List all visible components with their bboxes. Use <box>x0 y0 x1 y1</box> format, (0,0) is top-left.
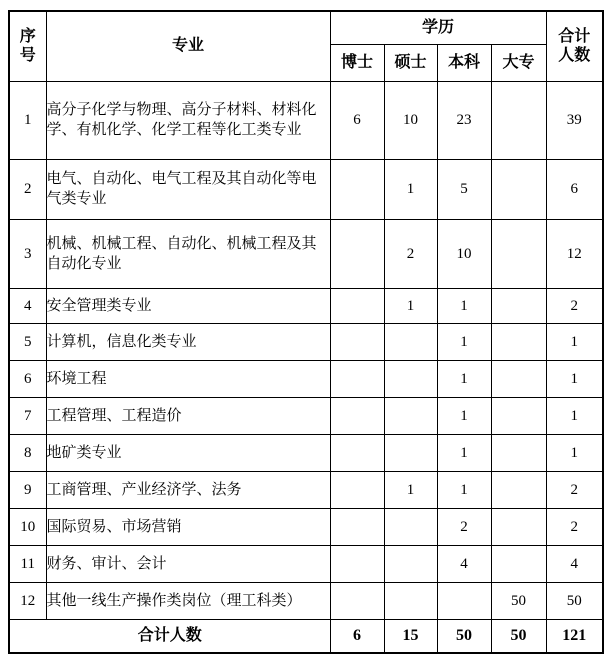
col-header-phd: 博士 <box>330 44 384 81</box>
footer-master-total: 15 <box>384 619 437 653</box>
cell-phd <box>330 434 384 471</box>
cell-college <box>491 360 546 397</box>
table-row <box>9 159 603 219</box>
table-body <box>9 81 603 619</box>
cell-major: 环境工程 <box>46 360 330 397</box>
footer-grand-total: 121 <box>546 619 603 653</box>
cell-college <box>491 471 546 508</box>
cell-phd <box>330 219 384 288</box>
cell-bachelor: 1 <box>437 360 491 397</box>
col-header-college: 大专 <box>491 44 546 81</box>
cell-total: 1 <box>546 360 603 397</box>
cell-college <box>491 219 546 288</box>
cell-master: 10 <box>384 81 437 159</box>
cell-serial: 1 <box>9 81 46 159</box>
table-row <box>9 508 603 545</box>
recruitment-table <box>8 10 604 654</box>
col-header-serial <box>9 11 46 81</box>
footer-row <box>9 619 603 653</box>
cell-total: 2 <box>546 471 603 508</box>
cell-bachelor: 1 <box>437 471 491 508</box>
table-row <box>9 434 603 471</box>
cell-master <box>384 508 437 545</box>
cell-total: 12 <box>546 219 603 288</box>
footer-phd-total: 6 <box>330 619 384 653</box>
table-header <box>9 11 603 81</box>
cell-major: 计算机，信息化类专业 <box>46 323 330 360</box>
cell-bachelor: 4 <box>437 545 491 582</box>
cell-phd <box>330 545 384 582</box>
col-header-total-line1: 合计 <box>558 28 591 46</box>
cell-major: 安全管理类专业 <box>46 288 330 323</box>
cell-phd <box>330 360 384 397</box>
header-row-top <box>9 11 603 44</box>
cell-total: 1 <box>546 323 603 360</box>
cell-serial: 12 <box>9 582 46 619</box>
cell-serial: 11 <box>9 545 46 582</box>
cell-serial: 5 <box>9 323 46 360</box>
footer-label: 合计人数 <box>9 619 330 653</box>
table-row <box>9 288 603 323</box>
table-row <box>9 360 603 397</box>
cell-phd <box>330 582 384 619</box>
cell-major: 其他一线生产操作类岗位（理工科类） <box>46 582 330 619</box>
cell-phd <box>330 323 384 360</box>
table-row <box>9 545 603 582</box>
cell-master: 2 <box>384 219 437 288</box>
col-header-serial-line1: 序 <box>19 28 36 46</box>
col-header-serial-line2: 号 <box>19 47 36 65</box>
cell-major: 财务、审计、会计 <box>46 545 330 582</box>
col-header-total <box>546 11 603 81</box>
cell-phd <box>330 288 384 323</box>
col-header-total-line2: 人数 <box>558 47 591 65</box>
cell-total: 4 <box>546 545 603 582</box>
table-row <box>9 323 603 360</box>
table-row <box>9 397 603 434</box>
table-row <box>9 219 603 288</box>
cell-bachelor: 1 <box>437 288 491 323</box>
cell-phd <box>330 471 384 508</box>
cell-serial: 8 <box>9 434 46 471</box>
cell-master: 1 <box>384 471 437 508</box>
cell-college <box>491 159 546 219</box>
cell-phd <box>330 508 384 545</box>
cell-phd: 6 <box>330 81 384 159</box>
cell-bachelor <box>437 582 491 619</box>
cell-master: 1 <box>384 159 437 219</box>
col-header-master: 硕士 <box>384 44 437 81</box>
cell-bachelor: 23 <box>437 81 491 159</box>
cell-major: 高分子化学与物理、高分子材料、材料化学、有机化学、化学工程等化工类专业 <box>46 81 330 159</box>
cell-serial: 2 <box>9 159 46 219</box>
cell-major: 工商管理、产业经济学、法务 <box>46 471 330 508</box>
table-row <box>9 582 603 619</box>
cell-major: 工程管理、工程造价 <box>46 397 330 434</box>
cell-total: 1 <box>546 397 603 434</box>
cell-major: 地矿类专业 <box>46 434 330 471</box>
cell-college <box>491 323 546 360</box>
cell-college <box>491 545 546 582</box>
cell-major: 国际贸易、市场营销 <box>46 508 330 545</box>
cell-college: 50 <box>491 582 546 619</box>
cell-master: 1 <box>384 288 437 323</box>
cell-serial: 6 <box>9 360 46 397</box>
cell-college <box>491 81 546 159</box>
footer-bachelor-total: 50 <box>437 619 491 653</box>
footer-college-total: 50 <box>491 619 546 653</box>
cell-bachelor: 5 <box>437 159 491 219</box>
cell-bachelor: 1 <box>437 397 491 434</box>
cell-total: 39 <box>546 81 603 159</box>
cell-college <box>491 288 546 323</box>
cell-bachelor: 2 <box>437 508 491 545</box>
table-footer <box>9 619 603 653</box>
cell-bachelor: 10 <box>437 219 491 288</box>
cell-total: 1 <box>546 434 603 471</box>
col-header-major: 专业 <box>46 11 330 81</box>
cell-major: 电气、自动化、电气工程及其自动化等电气类专业 <box>46 159 330 219</box>
cell-major: 机械、机械工程、自动化、机械工程及其自动化专业 <box>46 219 330 288</box>
cell-master <box>384 323 437 360</box>
cell-college <box>491 508 546 545</box>
cell-total: 2 <box>546 508 603 545</box>
table-row <box>9 81 603 159</box>
cell-master <box>384 360 437 397</box>
cell-college <box>491 397 546 434</box>
cell-bachelor: 1 <box>437 434 491 471</box>
cell-phd <box>330 159 384 219</box>
cell-total: 50 <box>546 582 603 619</box>
col-header-bachelor: 本科 <box>437 44 491 81</box>
cell-master <box>384 582 437 619</box>
cell-serial: 4 <box>9 288 46 323</box>
cell-serial: 9 <box>9 471 46 508</box>
cell-total: 2 <box>546 288 603 323</box>
cell-serial: 10 <box>9 508 46 545</box>
cell-college <box>491 434 546 471</box>
table-row <box>9 471 603 508</box>
cell-master <box>384 397 437 434</box>
cell-master <box>384 545 437 582</box>
cell-total: 6 <box>546 159 603 219</box>
cell-serial: 7 <box>9 397 46 434</box>
cell-serial: 3 <box>9 219 46 288</box>
cell-master <box>384 434 437 471</box>
cell-phd <box>330 397 384 434</box>
col-header-education: 学历 <box>330 11 546 44</box>
cell-bachelor: 1 <box>437 323 491 360</box>
